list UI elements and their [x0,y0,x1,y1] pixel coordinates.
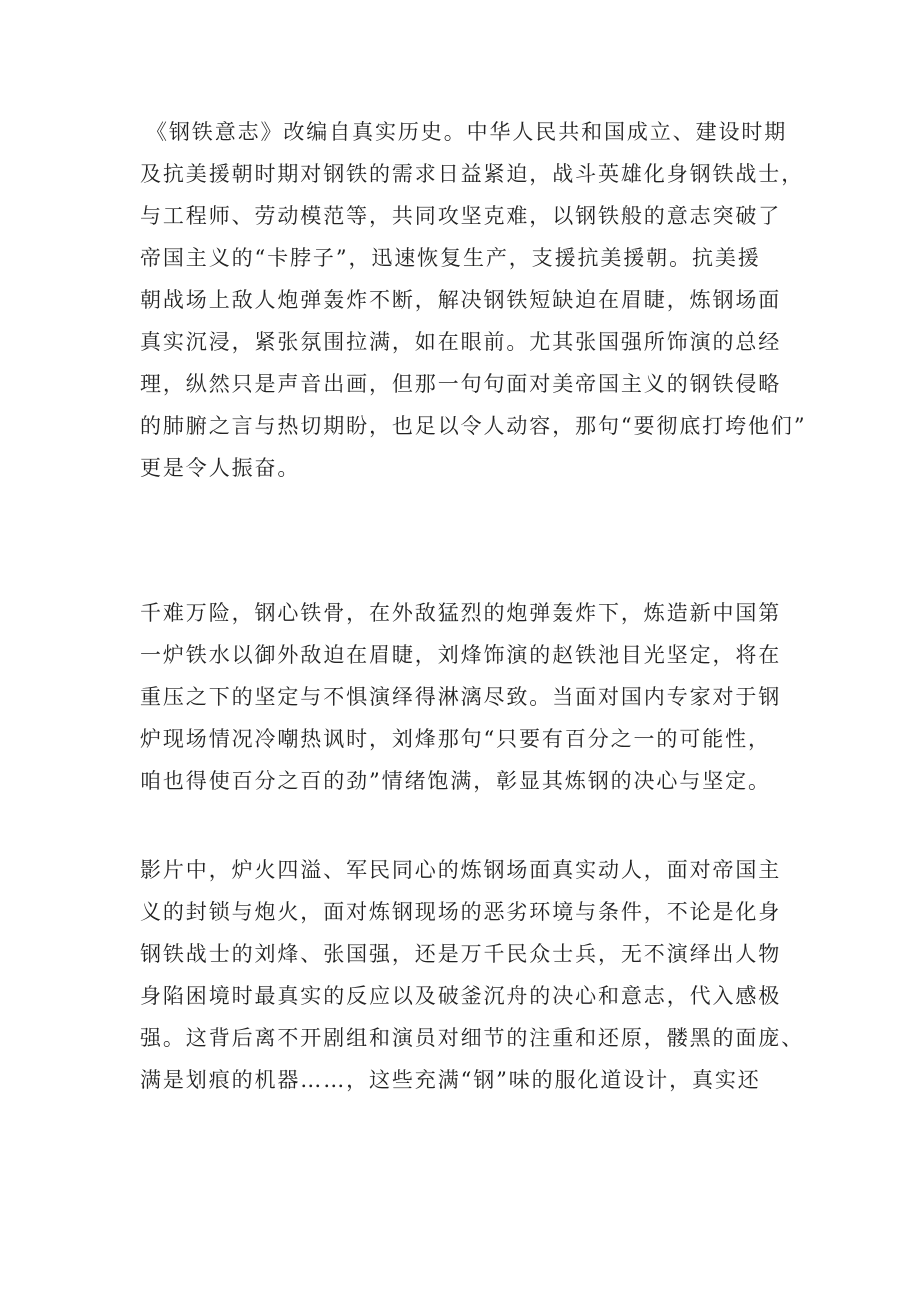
text-line: 重压之下的坚定与不惧演绎得淋漓尽致。当面对国内专家对于钢 [140,685,782,709]
text-line: 真实沉浸，紧张氛围拉满，如在眼前。尤其张国强所饰演的总经 [140,330,782,354]
text-line: 更是令人振奋。 [140,456,301,480]
text-line: 影片中，炉火四溢、军民同心的炼钢场面真实动人，面对帝国主 [140,858,782,882]
text-line: 炉现场情况冷嘲热讽时，刘烽那句“只要有百分之一的可能性， [140,727,771,751]
text-line: 朝战场上敌人炮弹轰炸不断，解决钢铁短缺迫在眉睫，炼钢场面 [140,288,782,312]
text-line: 一炉铁水以御外敌迫在眉睫，刘烽饰演的赵铁池目光坚定，将在 [140,643,782,667]
paragraph-1 [140,111,807,489]
text-line: 强。这背后离不开剧组和演员对细节的注重和还原，髅黑的面庞、 [140,1026,805,1050]
text-line: 及抗美援朝时期对钢铁的需求日益紧迫，战斗英雄化身钢铁战士， [140,162,805,186]
text-line: 《钢铁意志》改编自真实历史。中华人民共和国成立、建设时期 [146,120,788,144]
text-line: 咱也得使百分之百的劲”情绪饱满，彰显其炼钢的决心与坚定。 [140,769,771,793]
paragraph-3 [140,849,805,1101]
text-line: 千难万险，钢心铁骨，在外敌猛烈的炮弹轰炸下，炼造新中国第 [140,601,782,625]
text-line: 钢铁战士的刘烽、张国强，还是万千民众士兵，无不演绎出人物 [140,942,782,966]
text-line: 满是划痕的机器……，这些充满“钢”味的服化道设计，真实还 [140,1068,761,1092]
text-line: 的肺腑之言与热切期盼，也足以令人动容，那句“要彻底打垮他们” [140,414,807,438]
text-line: 帝国主义的“卡脖子”，迅速恢复生产，支援抗美援朝。抗美援 [140,246,761,270]
text-line: 理，纵然只是声音出画，但那一句句面对美帝国主义的钢铁侵略 [140,372,782,396]
text-line: 身陷困境时最真实的反应以及破釜沉舟的决心和意志，代入感极 [140,984,782,1008]
text-line: 义的封锁与炮火，面对炼钢现场的恶劣环境与条件，不论是化身 [140,900,782,924]
paragraph-2 [140,592,800,802]
text-line: 与工程师、劳动模范等，共同攻坚克难，以钢铁般的意志突破了 [140,204,782,228]
